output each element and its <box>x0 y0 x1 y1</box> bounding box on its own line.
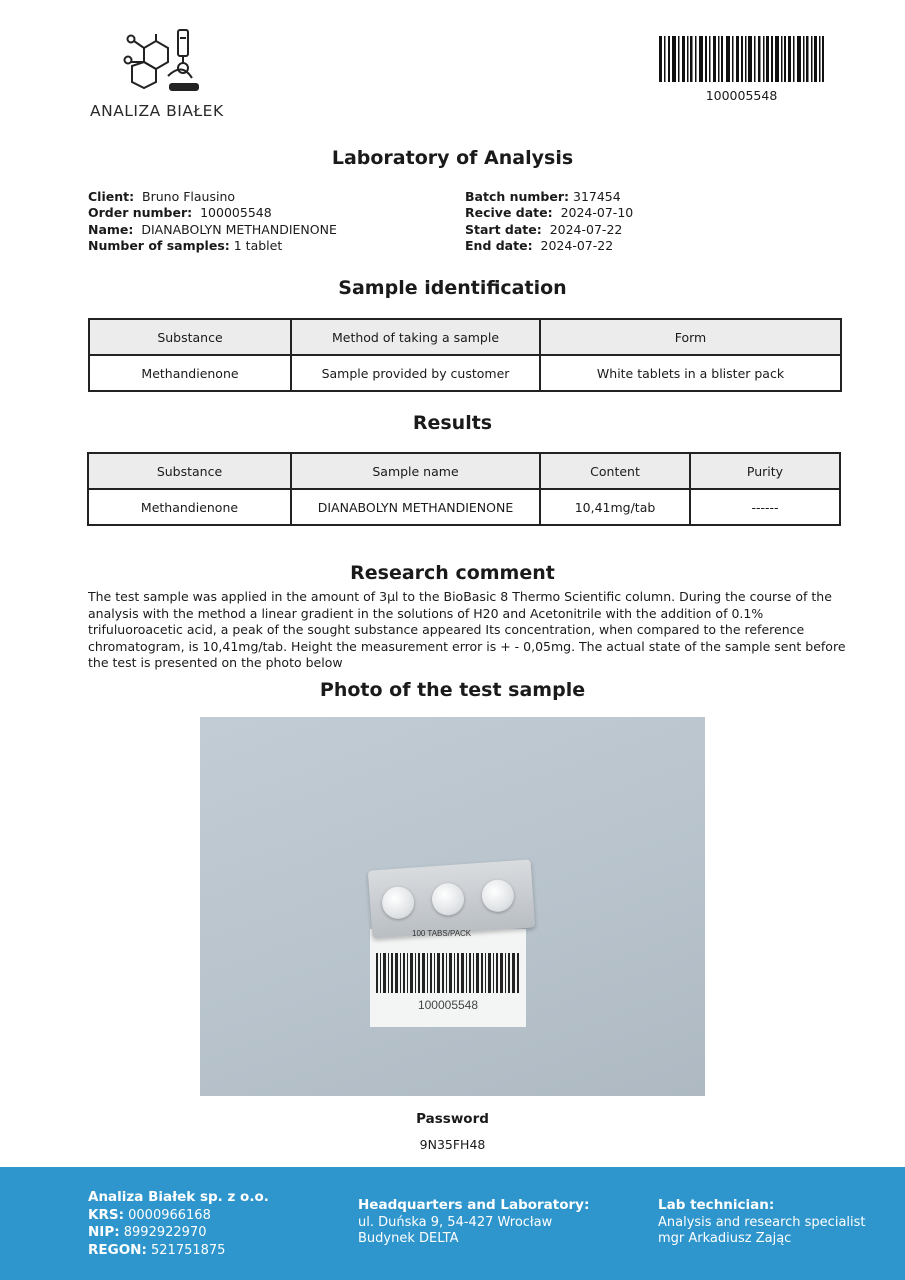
footer-company-info <box>88 1189 269 1259</box>
table-header-cell: Purity <box>690 453 840 489</box>
client-row <box>88 189 337 205</box>
table-header-cell: Substance <box>89 319 291 355</box>
table-cell: Sample provided by customer <box>291 355 540 391</box>
lab-technician-name: mgr Arkadiusz Zając <box>658 1231 792 1246</box>
research-comment-heading: Research comment <box>350 562 555 584</box>
tablet <box>431 882 465 916</box>
sample-identification-table <box>88 318 842 392</box>
order-number-row <box>88 205 337 221</box>
headquarters-building: Budynek DELTA <box>358 1231 459 1246</box>
start-date-row <box>465 222 633 238</box>
company-name: Analiza Białek sp. z o.o. <box>88 1189 269 1205</box>
table-cell: DIANABOLYN METHANDIENONE <box>291 489 540 525</box>
tablet <box>381 886 415 920</box>
table-cell: Methandienone <box>88 489 291 525</box>
client-value: Bruno Flausino <box>142 189 236 204</box>
regon-label: REGON: <box>88 1241 147 1258</box>
batch-number-label: Batch number: <box>465 189 570 204</box>
order-barcode <box>659 36 824 82</box>
barcode-number: 100005548 <box>705 88 778 103</box>
krs-label: KRS: <box>88 1206 124 1223</box>
label-number: 100005548 <box>417 998 479 1012</box>
table-header-cell: Substance <box>88 453 291 489</box>
receive-date-value: 2024-07-10 <box>560 205 634 221</box>
samples-value: 1 tablet <box>233 237 283 253</box>
lab-technician-role: Analysis and research specialist <box>658 1214 866 1230</box>
end-date-label: End date: <box>465 237 533 253</box>
name-label: Name: <box>88 221 134 237</box>
batch-info <box>465 189 633 254</box>
samples-label: Number of samples: <box>88 237 230 253</box>
table-row <box>88 489 840 525</box>
nip-label: NIP: <box>88 1224 120 1240</box>
batch-number-row <box>465 189 633 205</box>
sample-identification-heading: Sample identification <box>338 277 567 299</box>
company-logo <box>88 26 238 126</box>
blister-pack <box>368 859 535 938</box>
table-header-row <box>88 453 840 489</box>
nip-value: 8992922970 <box>123 1225 207 1240</box>
samples-row <box>88 238 337 254</box>
end-date-value: 2024-07-22 <box>540 237 614 253</box>
password-label: Password <box>416 1111 489 1127</box>
research-comment-text: The test sample was applied in the amount of 3µl to the BioBasic 8 Thermo Scientific column. During the course of the analysis with the method a linear gradient in the solutions of H20 and Acetonitrile with the addition of 0.1% trifuluoroacetic acid, a peak of the sought substance appeared Its concentration, when compared to the reference chromatogram, is 10,41mg/tab. Height the measurement error is + - 0,05mg. The actual state of the sample sent before the test is presented on the photo below <box>88 589 846 670</box>
results-heading: Results <box>412 412 493 434</box>
pack-text: 100 TABS/PACK <box>412 929 472 938</box>
headquarters-label: Headquarters and Laboratory: <box>358 1197 590 1213</box>
name-value: DIANABOLYN METHANDIENONE <box>141 221 337 237</box>
label-barcode <box>376 953 520 993</box>
footer <box>0 1167 905 1280</box>
table-cell: 10,41mg/tab <box>540 489 690 525</box>
order-number-value: 100005548 <box>200 205 272 221</box>
molecule-microscope-icon <box>122 26 202 94</box>
receive-date-row <box>465 205 633 221</box>
table-cell: White tablets in a blister pack <box>540 355 841 391</box>
table-cell: Methandienone <box>89 355 291 391</box>
start-date-label: Start date: <box>465 221 542 237</box>
start-date-value: 2024-07-22 <box>549 221 623 237</box>
regon-value: 521751875 <box>151 1242 226 1258</box>
order-number-label: Order number: <box>88 205 193 221</box>
table-header-cell: Form <box>540 319 841 355</box>
receive-date-label: Recive date: <box>465 205 553 221</box>
batch-number-value: 317454 <box>573 189 621 204</box>
results-table <box>87 452 841 526</box>
table-header-cell: Method of taking a sample <box>291 319 540 355</box>
headquarters-address: ul. Duńska 9, 54-427 Wrocław <box>358 1214 553 1230</box>
footer-lab-technician <box>658 1197 866 1248</box>
password-value: 9N35FH48 <box>419 1137 486 1152</box>
table-row <box>89 355 841 391</box>
krs-value: 0000966168 <box>128 1207 211 1223</box>
photo-heading: Photo of the test sample <box>319 679 586 701</box>
name-row <box>88 222 337 238</box>
table-header-cell: Sample name <box>291 453 540 489</box>
end-date-row <box>465 238 633 254</box>
client-label: Client: <box>88 189 135 204</box>
footer-headquarters <box>358 1197 589 1248</box>
client-info <box>88 189 337 254</box>
table-header-cell: Content <box>540 453 690 489</box>
lab-technician-label: Lab technician: <box>658 1197 775 1213</box>
tablet <box>481 879 515 913</box>
table-cell: ------ <box>690 489 840 525</box>
page-title: Laboratory of Analysis <box>331 147 574 169</box>
sample-photo <box>200 717 705 1096</box>
table-header-row <box>89 319 841 355</box>
logo-text: ANALIZA BIAŁEK <box>90 102 224 120</box>
